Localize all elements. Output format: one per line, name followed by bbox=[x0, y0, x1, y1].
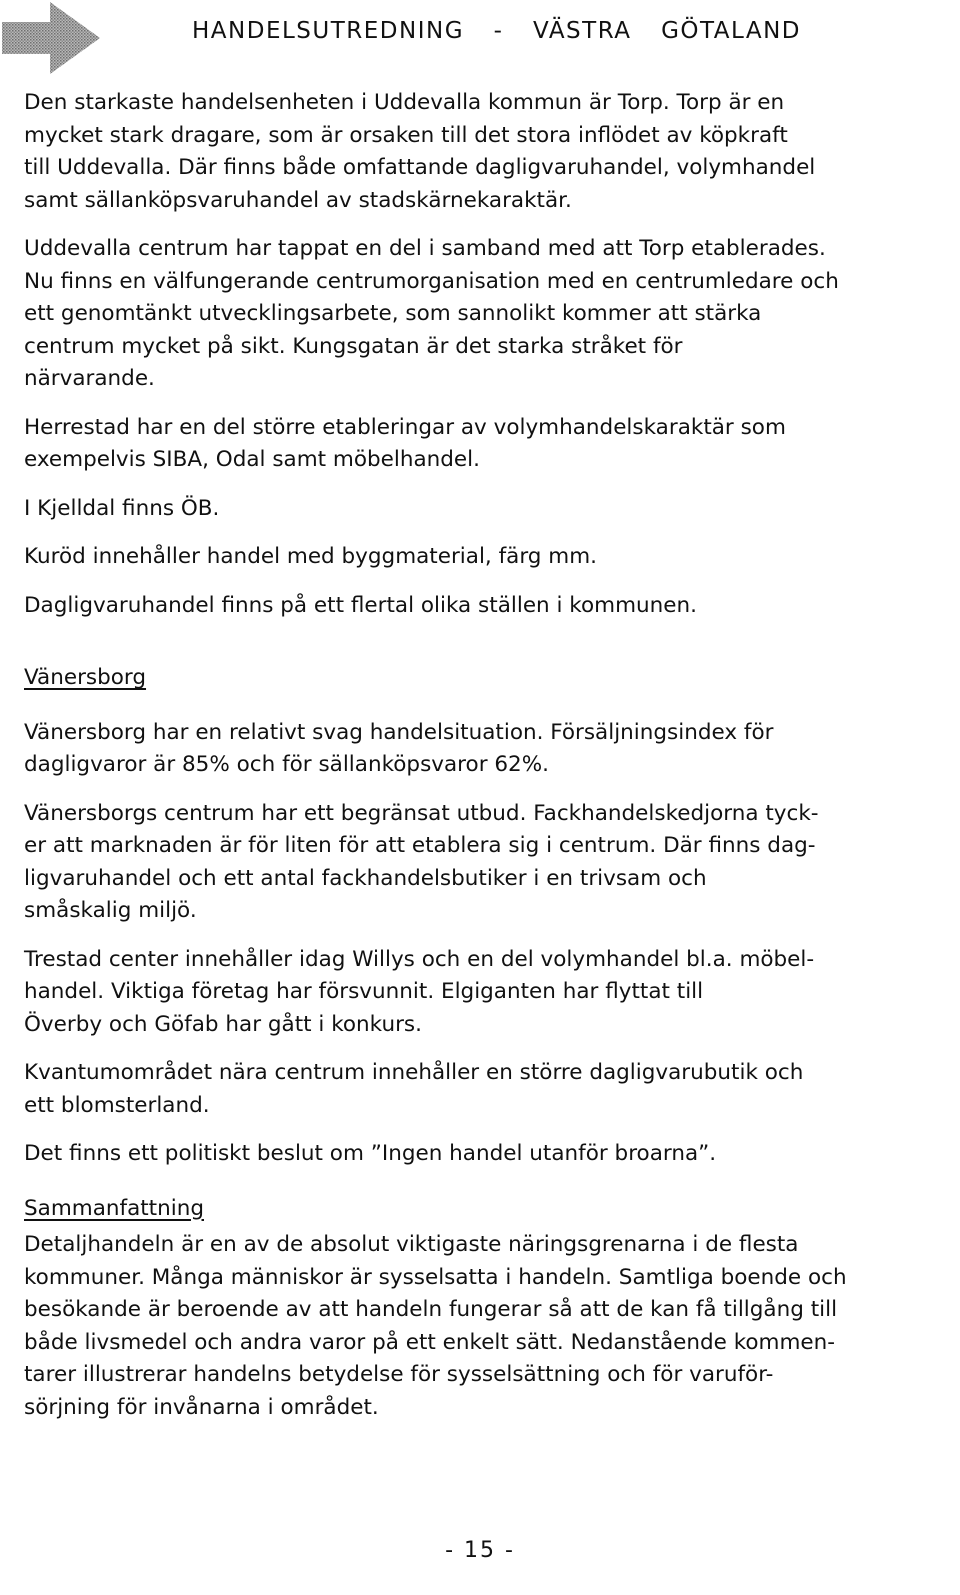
paragraph-vanersborg-situation: Vänersborg har en relativt svag handelsituation. Försäljningsindex för dagligvaror är 85% och för sällanköpsvaror 62%. bbox=[24, 719, 774, 777]
paragraph-torp: Den starkaste handelsenheten i Uddevalla kommun är Torp. Torp är en mycket stark dragare, som är orsaken till det stora inflödet av köpkraft till Uddevalla. Där finns både omfattande dagligvaruhandel, volymhandel samt sällanköpsvaruhandel av stadskärnekaraktär. bbox=[24, 90, 816, 213]
paragraph-herrestad: Herrestad har en del större etableringar av volymhandelskaraktär som exempelvis SIBA, Odal samt möbelhandel. bbox=[24, 414, 786, 472]
section-heading-summary: Sammanfattning bbox=[24, 1195, 204, 1221]
paragraph-politiskt-beslut: Det finns ett politiskt beslut om ”Ingen handel utanför broarna”. bbox=[24, 1141, 717, 1166]
paragraph-dagligvaruhandel: Dagligvaruhandel finns på ett flertal olika ställen i kommunen. bbox=[24, 592, 697, 618]
section-heading-vanersborg: Vänersborg bbox=[24, 665, 147, 690]
paragraph-kvantum: Kvantumområdet nära centrum innehåller en större dagligvarubutik och ett blomsterland. bbox=[24, 1060, 804, 1118]
paragraph-summary: Detaljhandeln är en av de absolut viktigaste näringsgrenarna i de flesta kommuner. Många människor är sysselsatta i handeln. Samtliga boende och besökande är beroende av att handeln fungerar så att de kan få tillgång till både livsmedel och andra varor på ett enkelt sätt. Nedanstående kommen- tarer illustrerar handelns betydelse för sysselsättning och för varuför- sörjning för invånarna i området. bbox=[24, 1232, 847, 1420]
paragraph-kjelldal: I Kjelldal finns ÖB. bbox=[24, 495, 220, 521]
paragraph-vanersborg-centrum: Vänersborgs centrum har ett begränsat utbud. Fackhandelskedjorna tyck- er att marknaden är för liten för att etablera sig i centrum. Där finns dag- ligvaruhandel och ett antal fackhandelsbutiker i en trivsam och småskalig miljö. bbox=[24, 800, 819, 923]
arrow-right-icon bbox=[0, 0, 104, 76]
page-header bbox=[0, 0, 960, 80]
paragraph-kurod: Kuröd innehåller handel med byggmaterial, färg mm. bbox=[24, 544, 598, 569]
paragraph-uddevalla-centrum: Uddevalla centrum har tappat en del i samband med att Torp etablerades. Nu finns en välfungerande centrumorganisation med en centrumledare och ett genomtänkt utvecklingsarbete, som sannolikt kommer att stärka centrum mycket på sikt. Kungsgatan är det starka stråket för närvarande. bbox=[24, 236, 839, 391]
document-body bbox=[24, 87, 948, 1440]
paragraph-trestad: Trestad center innehåller idag Willys och en del volymhandel bl.a. möbel- handel. Viktiga företag har försvunnit. Elgiganten har flyttat till Överby och Göfab har gått i konkurs. bbox=[24, 946, 815, 1037]
page-number: - 15 - bbox=[445, 1538, 515, 1563]
header-title: HANDELSUTREDNING - VÄSTRA GÖTALAND bbox=[192, 18, 802, 44]
